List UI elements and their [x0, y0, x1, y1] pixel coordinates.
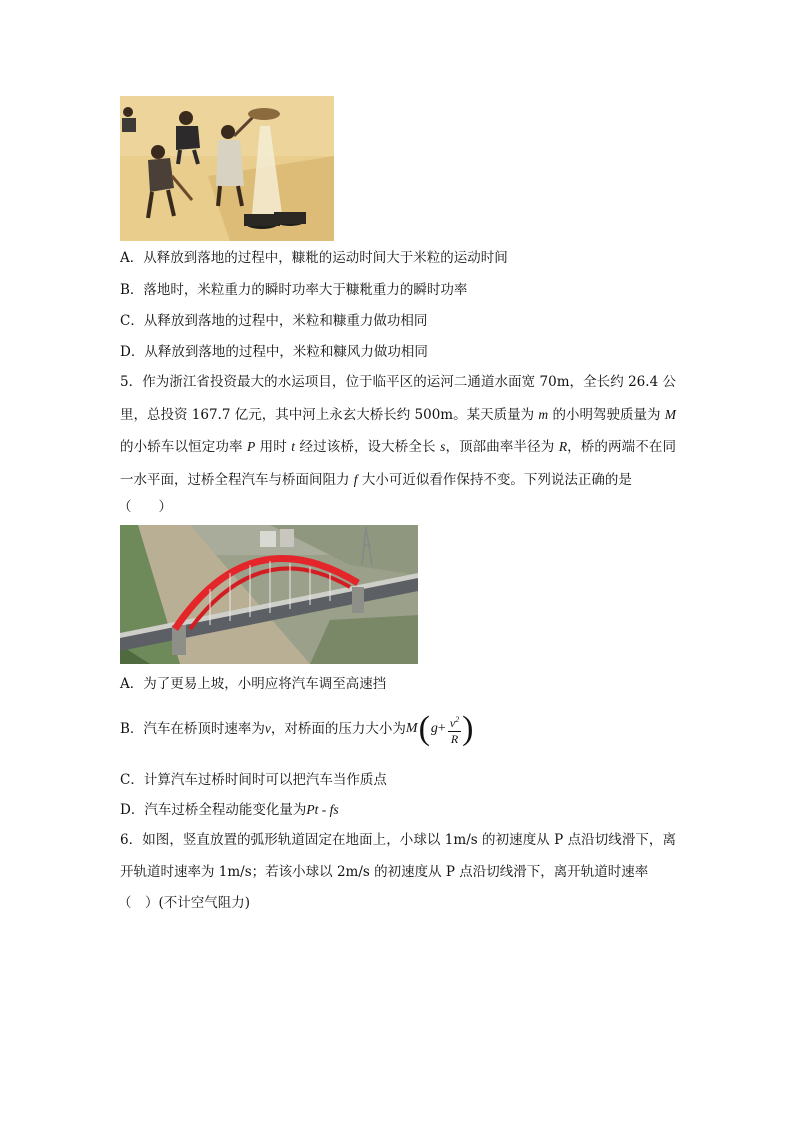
formula-v: v	[449, 715, 456, 730]
bridge-photo-art	[120, 525, 418, 664]
formula-plus: +	[437, 721, 446, 736]
var-f: f	[353, 471, 358, 487]
kinetic-energy-formula: Pt - fs	[306, 802, 339, 817]
var-P: P	[246, 439, 256, 454]
var-t: t	[291, 439, 296, 454]
q5-option-d	[120, 801, 339, 819]
q5-answer-bracket: （ ）	[118, 499, 172, 515]
q5-option-b-text-2: ，对桥面的压力大小为	[270, 721, 406, 737]
q5-stem-text-4: 用时	[255, 439, 292, 455]
var-R: R	[558, 439, 568, 454]
q4-option-d: D．从释放到落地的过程中，米粒和糠风力做功相同	[120, 344, 428, 360]
q5-stem-text-6: ，顶部曲率半径为	[445, 439, 559, 455]
q5-option-b	[120, 706, 474, 752]
q4-option-b: B．落地时，米粒重力的瞬时功率大于糠粃重力的瞬时功率	[120, 282, 468, 298]
winnowing-painting-art	[120, 96, 334, 241]
var-v: v	[264, 721, 271, 736]
q4-option-a: A．从释放到落地的过程中，糠粃的运动时间大于米粒的运动时间	[120, 250, 508, 266]
q5-option-a: A．为了更易上坡，小明应将汽车调至高速挡	[120, 676, 387, 692]
formula-numerator	[448, 712, 461, 732]
formula-exponent: 2	[455, 714, 460, 724]
q6-stem: 6．如图，竖直放置的弧形轨道固定在地面上，小球以 1m/s 的初速度从 P 点沿切线滑下，离开轨道时速率为 1m/s；若该小球以 2m/s 的初速度从 P 点沿切线滑下，离开轨道时速率	[120, 832, 676, 880]
q5-option-d-text: D．汽车过桥全程动能变化量为	[120, 802, 307, 818]
formula-right-paren: )	[462, 710, 474, 747]
q4-option-c: C．从释放到落地的过程中，米粒和糠重力做功相同	[120, 313, 428, 329]
q5-stem-text-2: 的小明驾驶质量为	[548, 406, 665, 423]
q5-stem-text-7: ，桥的两端不在同一水平面，过桥全程汽车与桥面间阻力	[120, 439, 677, 488]
q5-option-b-text-1: B．汽车在桥顶时速率为	[120, 721, 265, 737]
winnowing-painting	[120, 96, 334, 241]
formula-left-paren: (	[418, 710, 430, 747]
bridge-photo	[120, 525, 418, 664]
q5-stem-text-5: 经过该桥，设大桥全长	[295, 439, 441, 455]
var-M: M	[664, 406, 676, 422]
normal-force-formula	[406, 712, 475, 747]
q5-stem	[120, 367, 676, 496]
q6-tail: （ ）(不计空气阻力)	[118, 895, 251, 911]
formula-fraction	[448, 712, 461, 747]
formula-denominator: R	[450, 731, 459, 746]
formula-g: g	[430, 721, 438, 736]
var-m: m	[538, 406, 549, 422]
formula-M: M	[405, 721, 418, 736]
q5-option-c: C．计算汽车过桥时间时可以把汽车当作质点	[120, 772, 387, 788]
q5-stem-text-8: 大小可近似看作保持不变。下列说法正确的是	[357, 471, 632, 488]
q5-stem-text-3: 的小轿车以恒定功率	[120, 439, 247, 455]
q5-stem-text-1: 5．作为浙江省投资最大的水运项目，位于临平区的运河二通道水面宽 70m，全长约 26.4 公里，总投资 167.7 亿元，其中河上永玄大桥长约 500m。某天质量为	[120, 374, 676, 423]
var-s: s	[440, 439, 446, 454]
